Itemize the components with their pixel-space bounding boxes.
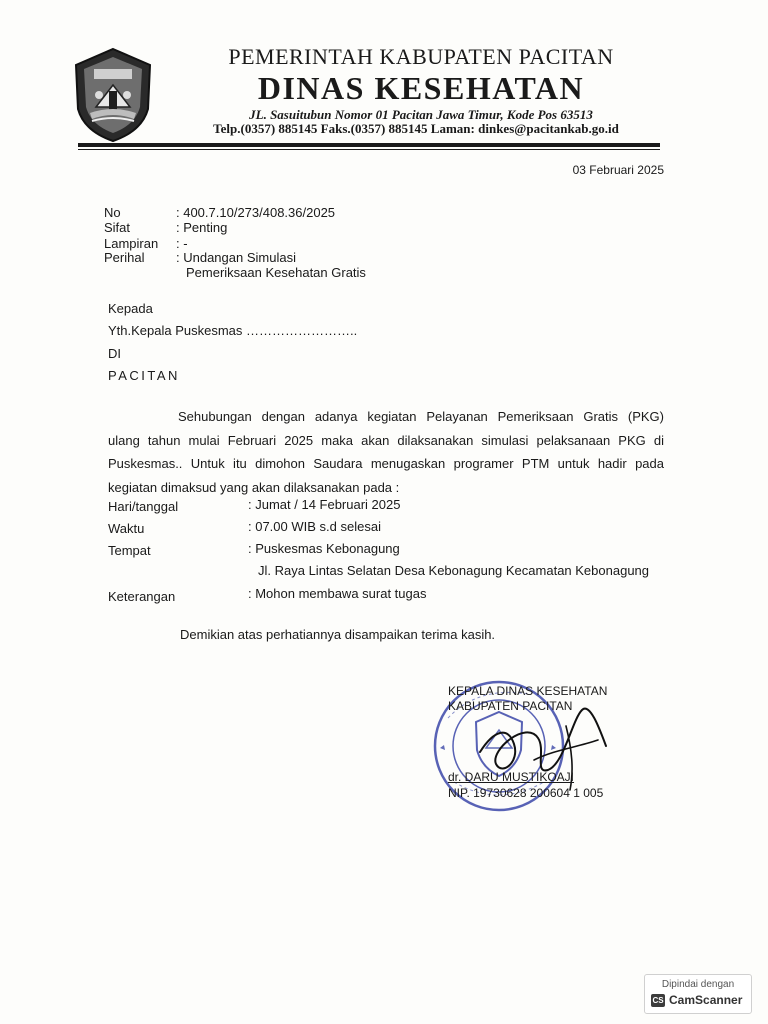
meta-nature-value: : Penting (176, 220, 228, 235)
meta-subject-label: Perihal (104, 250, 145, 265)
body-paragraph (108, 405, 664, 499)
signatory-nip: NIP. 19730628 200604 1 005 (448, 786, 604, 800)
meta-subject-value: : Undangan Simulasi (176, 250, 296, 265)
signatory-title-2: KABUPATEN PACITAN (448, 699, 573, 713)
camscanner-name: CamScanner (669, 993, 743, 1007)
body-line-1-text: Sehubungan dengan adanya kegiatan Pelayanan Pemeriksaan Gratis (PKG) (178, 409, 664, 424)
camscanner-caption: Dipindai dengan (661, 979, 735, 990)
detail-day-value: : Jumat / 14 Februari 2025 (248, 497, 401, 512)
meta-subject-value-2: Pemeriksaan Kesehatan Gratis (186, 265, 366, 280)
letter-date: 03 Februari 2025 (572, 163, 664, 177)
meta-attachment-value: : - (176, 236, 188, 251)
addressee-di: DI (108, 346, 121, 361)
letterhead-divider-thin (78, 149, 660, 150)
meta-nature-label: Sifat (104, 220, 131, 235)
body-line-3: Puskesmas.. Untuk itu dimohon Saudara menugaskan programer PTM untuk hadir pada (108, 456, 664, 471)
meta-number-value: : 400.7.10/273/408.36/2025 (176, 205, 336, 220)
letterhead-contact: Telp.(0357) 885145 Faks.(0357) 885145 Laman: dinkes@pacitankab.go.id (213, 121, 619, 136)
detail-note-label: Keterangan (108, 589, 176, 604)
detail-place-label: Tempat (108, 543, 151, 558)
letterhead-divider (78, 143, 660, 147)
meta-attachment (104, 236, 188, 251)
letterhead-agency: DINAS KESEHATAN (257, 70, 585, 106)
meta-number-label: No (104, 205, 121, 220)
detail-time-value: : 07.00 WIB s.d selesai (248, 519, 381, 534)
signatory-name: dr. DARU MUSTIKOAJI (448, 770, 575, 784)
addressee-city: PACITAN (108, 368, 180, 383)
body-line-2: ulang tahun mulai Februari 2025 maka akan dilaksanakan simulasi pelaksanaan PKG di (108, 432, 664, 448)
detail-place-address: Jl. Raya Lintas Selatan Desa Kebonagung Kecamatan Kebonagung (258, 563, 650, 578)
detail-day-label: Hari/tanggal (108, 499, 179, 514)
addressee-kepada: Kepada (108, 301, 153, 316)
body-line-1 (108, 405, 664, 429)
meta-nature (104, 220, 227, 235)
signatory-title-1: KEPALA DINAS KESEHATAN (448, 684, 608, 698)
pacitan-emblem-icon (72, 47, 154, 143)
detail-place-value: : Puskesmas Kebonagung (248, 541, 400, 556)
addressee-recipient: Yth.Kepala Puskesmas …………………….. (108, 323, 358, 338)
body-line-4: kegiatan dimaksud yang akan dilaksanakan pada : (108, 479, 400, 495)
meta-subject (104, 250, 296, 265)
meta-number (104, 205, 335, 220)
detail-note-value: : Mohon membawa surat tugas (248, 586, 427, 601)
meta-attachment-label: Lampiran (104, 236, 159, 251)
closing-sentence: Demikian atas perhatiannya disampaikan terima kasih. (180, 627, 496, 642)
detail-time-label: Waktu (108, 521, 145, 536)
camscanner-badge (644, 974, 752, 1014)
letterhead-government: PEMERINTAH KABUPATEN PACITAN (228, 44, 614, 69)
camscanner-logo-icon: CS (652, 996, 664, 1005)
letterhead-address: JL. Sasuitubun Nomor 01 Pacitan Jawa Timur, Kode Pos 63513 (249, 107, 593, 122)
